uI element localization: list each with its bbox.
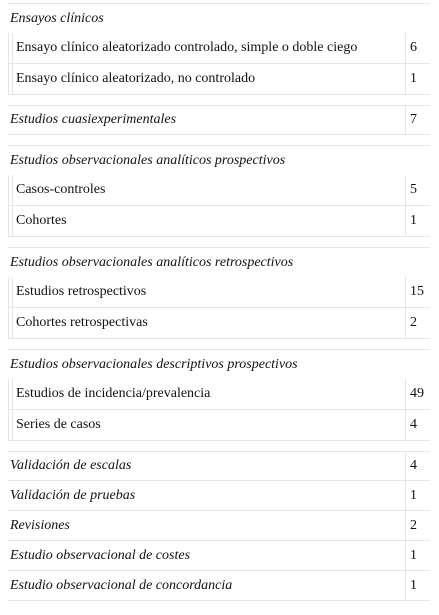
table-row bbox=[8, 379, 430, 410]
row-count: 6 bbox=[405, 33, 430, 63]
row-label: Cohortes retrospectivas bbox=[12, 308, 148, 338]
group-heading: Estudios observacionales analíticos retrospectivos bbox=[10, 254, 294, 270]
table-row bbox=[8, 571, 430, 601]
group-spacer bbox=[8, 237, 430, 247]
group-heading: Estudios observacionales analíticos prospectivos bbox=[10, 152, 286, 168]
row-count: 15 bbox=[405, 277, 430, 307]
row-label: Cohortes bbox=[12, 206, 67, 236]
group-heading-row bbox=[8, 349, 430, 379]
group-spacer bbox=[8, 135, 430, 145]
table-row bbox=[8, 206, 430, 237]
table-row bbox=[8, 33, 430, 64]
table-row bbox=[8, 410, 430, 441]
table-row bbox=[8, 277, 430, 308]
row-label: Estudios retrospectivos bbox=[12, 277, 146, 307]
table-row bbox=[8, 64, 430, 95]
group-spacer bbox=[8, 441, 430, 451]
study-types-table bbox=[8, 3, 430, 601]
row-count: 49 bbox=[405, 379, 430, 409]
table-row bbox=[8, 541, 430, 571]
table-row bbox=[8, 451, 430, 481]
row-count: 5 bbox=[405, 175, 430, 205]
row-count: 2 bbox=[405, 511, 430, 540]
row-label: Ensayo clínico aleatorizado controlado, simple o doble ciego bbox=[12, 33, 357, 63]
row-label: Validación de pruebas bbox=[10, 487, 136, 503]
row-count: 4 bbox=[405, 410, 430, 440]
group-heading: Estudios observacionales descriptivos prospectivos bbox=[10, 356, 298, 372]
row-label: Casos-controles bbox=[12, 175, 105, 205]
row-label: Estudio observacional de costes bbox=[10, 547, 191, 563]
row-count: 7 bbox=[405, 106, 430, 134]
group-heading: Ensayos clínicos bbox=[10, 10, 104, 26]
row-count: 1 bbox=[405, 541, 430, 570]
group-heading-row bbox=[8, 145, 430, 175]
row-label: Validación de escalas bbox=[10, 458, 132, 473]
table-row bbox=[8, 175, 430, 206]
row-label: Ensayo clínico aleatorizado, no controlado bbox=[12, 64, 255, 94]
table-row bbox=[8, 105, 430, 135]
row-count: 1 bbox=[405, 571, 430, 600]
row-count: 4 bbox=[405, 452, 430, 480]
table-row bbox=[8, 308, 430, 339]
group-heading-row bbox=[8, 247, 430, 277]
row-label: Estudios de incidencia/prevalencia bbox=[12, 379, 210, 409]
row-count: 2 bbox=[405, 308, 430, 338]
row-count: 1 bbox=[405, 206, 430, 236]
group-spacer bbox=[8, 339, 430, 349]
row-label: Estudio observacional de concordancia bbox=[10, 577, 233, 593]
row-label: Revisiones bbox=[10, 517, 70, 533]
row-label: Series de casos bbox=[12, 410, 101, 440]
group-heading-row bbox=[8, 3, 430, 33]
table-row bbox=[8, 511, 430, 541]
row-label: Estudios cuasiexperimentales bbox=[10, 112, 177, 127]
table-row bbox=[8, 481, 430, 511]
row-count: 1 bbox=[405, 481, 430, 510]
group-spacer bbox=[8, 95, 430, 105]
row-count: 1 bbox=[405, 64, 430, 94]
